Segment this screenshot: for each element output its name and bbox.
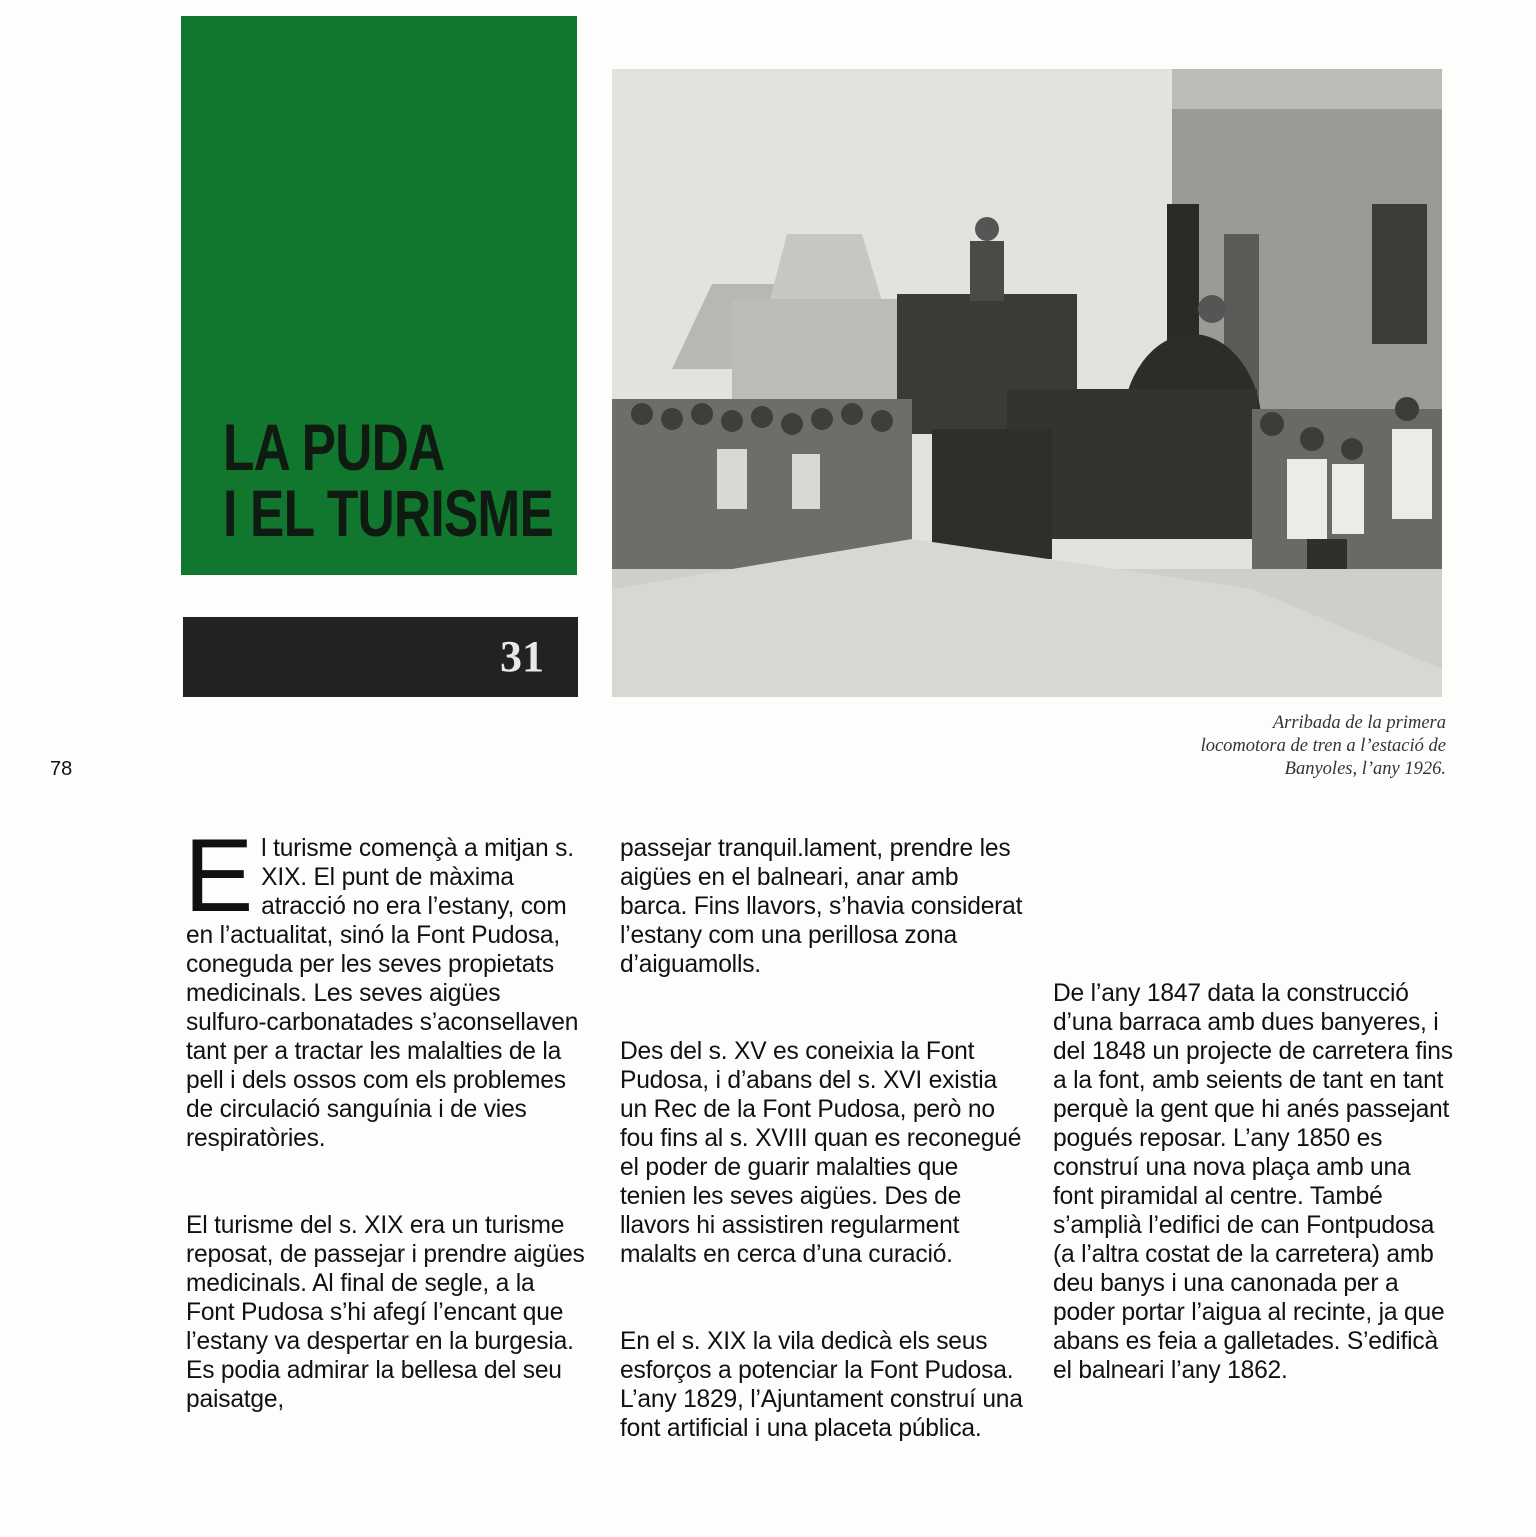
paragraph: En el s. XIX la vila dedicà els seus esforços a potenciar la Font Pudosa. L’any 1829, l’Ajuntament construí una font artificial i una placeta pública. [620, 1328, 1023, 1442]
drop-cap: E [184, 818, 254, 934]
locomotive-photo-illustration [612, 69, 1442, 697]
photo-caption: Arribada de la primera locomotora de tren a l’estació de Banyoles, l’any 1926. [1200, 713, 1446, 779]
title-block [181, 16, 577, 575]
paragraph-text: l turisme començà a mitjan s. XIX. El punt de màxima atracció no era l’estany, com en l’actualitat, sinó la Font Pudosa, coneguda per les seves propietats medicinals. Les seves aigües sulfuro-carbonatades s’aconsellaven tant per a tractar les malalties de la pell i dels ossos com els problemes de circulació sanguínia i de vies respiratòries. [186, 835, 579, 1152]
article-column-1 [186, 805, 586, 1472]
paragraph: El turisme del s. XIX era un turisme reposat, de passejar i prendre aigües medicinals. Al final de segle, a la Font Pudosa s’hi afegí l’encant que l’estany va despertar en la burgesia. Es podia admirar la bellesa del seu paisatge, [186, 1212, 585, 1413]
article-column-2 [620, 805, 1030, 1501]
paragraph: Des del s. XV es coneixia la Font Pudosa, i d’abans del s. XVI existia un Rec de la Font Pudosa, però no fou fins al s. XVIII quan es reconegué el poder de guarir malalties que tenien les seves aigües. Des de llavors hi assistiren regularment malalts en cerca d’una curació. [620, 1038, 1022, 1268]
chapter-number-bar [183, 617, 578, 697]
title-line-1: LA PUDA [223, 410, 445, 484]
paragraph: De l’any 1847 data la construcció d’una barraca amb dues banyeres, i del 1848 un projecte de carretera fins a la font, amb seients de tant en tant perquè la gent que hi anés passejant pogués reposar. L’any 1850 es construí una nova plaça amb una font piramidal al centre. També s’amplià l’edifici de can Fontpudosa (a l’altra costat de la carretera) amb deu banys i una canonada per a poder portar l’aigua al recinte, ja que abans es feia a galletades. S’edificà el balneari l’any 1862. [1053, 980, 1453, 1384]
title-line-2: I EL TURISME [223, 476, 554, 550]
page-title [223, 410, 554, 550]
paragraph [184, 818, 586, 1153]
historic-photo [612, 69, 1442, 697]
paragraph: passejar tranquil.lament, prendre les aigües en el balneari, anar amb barca. Fins llavors, s’havia considerat l’estany com una perillosa zona d’aiguamolls. [620, 835, 1023, 978]
article-column-3 [1053, 950, 1453, 1443]
page-number: 78 [50, 758, 73, 780]
chapter-number: 31 [500, 632, 544, 681]
